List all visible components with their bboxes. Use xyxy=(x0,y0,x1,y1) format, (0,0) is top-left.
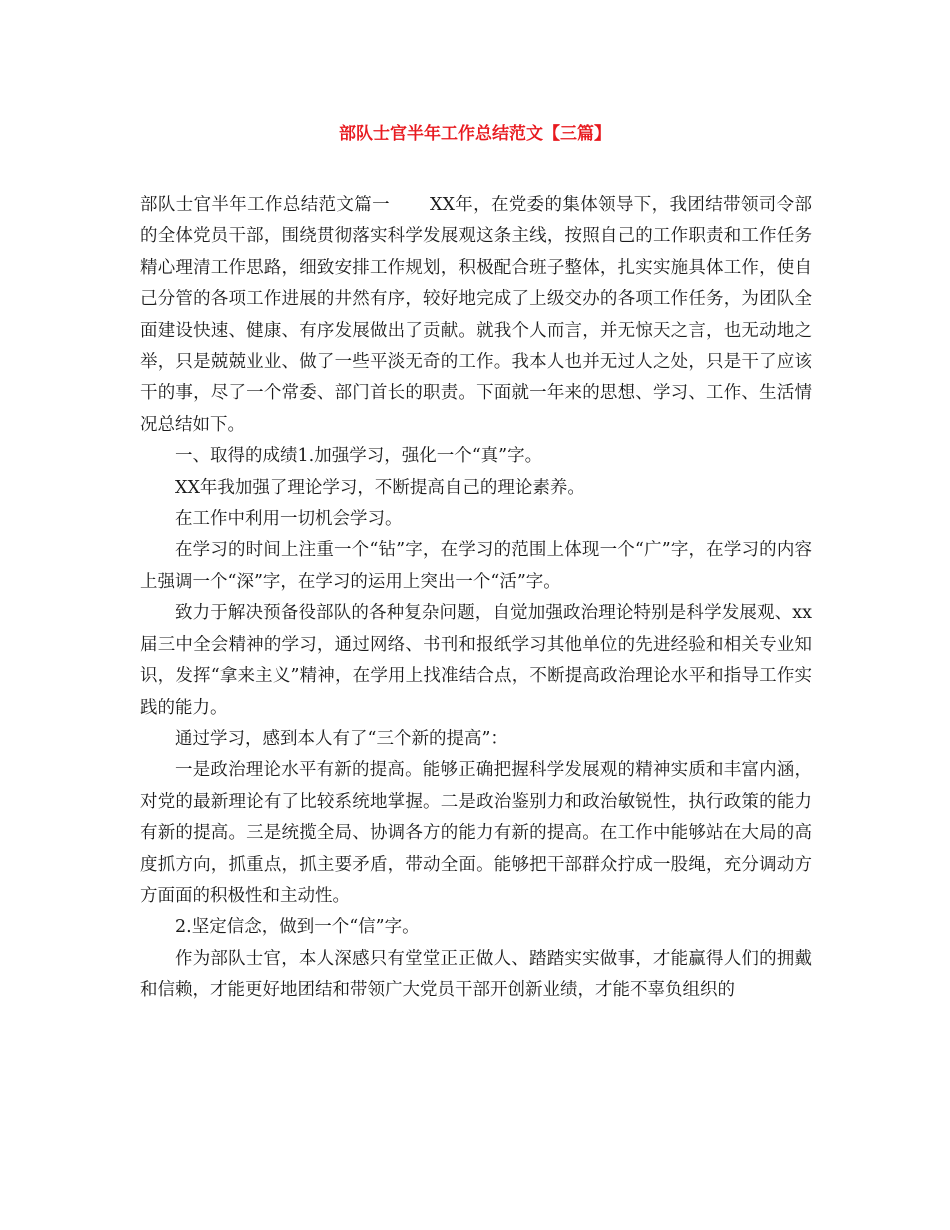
paragraph-3: 在工作中利用一切机会学习。 xyxy=(175,509,403,530)
paragraph-7: 一是政治理论水平有新的提高。能够正确把握科学发展观的精神实质和丰富内涵，对党的最新理论有了比较系统地掌握。二是政治鉴别力和政治敏锐性，执行政策的能力有新的提高。三是统揽全局、协调各方的能力有新的提高。在工作中能够站在大局的高度抓方向，抓重点，抓主要矛盾，带动全面。能够把干部群众拧成一股绳，充分调动方方面面的积极性和主动性。 xyxy=(140,760,812,906)
paragraph-1: 一、取得的成绩1.加强学习，强化一个“真”字。 xyxy=(175,446,543,467)
paragraph-5: 致力于解决预备役部队的各种复杂问题，自觉加强政治理论特别是科学发展观、xx届三中全会精神的学习，通过网络、书刊和报纸学习其他单位的先进经验和相关专业知识，发挥“拿来主义”精神，在学用上找准结合点，不断提高政治理论水平和指导工作实践的能力。 xyxy=(140,603,812,718)
paragraph-2: XX年我加强了理论学习，不断提高自己的理论素养。 xyxy=(175,477,585,498)
lead-heading: 部队士官半年工作总结范文篇一 xyxy=(140,195,390,215)
document-body xyxy=(140,190,812,1007)
paragraph-9: 作为部队士官，本人深感只有堂堂正正做人、踏踏实实做事，才能赢得人们的拥戴和信赖，才能更好地团结和带领广大党员干部开创新业绩，才能不辜负组织的 xyxy=(140,948,812,1001)
paragraph-4: 在学习的时间上注重一个“钻”字，在学习的范围上体现一个“广”字，在学习的内容上强调一个“深”字，在学习的运用上突出一个“活”字。 xyxy=(140,540,812,592)
paragraph-8: 2.坚定信念，做到一个“信”字。 xyxy=(175,917,420,938)
paragraph-6: 通过学习，感到本人有了“三个新的提高”： xyxy=(175,728,508,749)
document-title: 部队士官半年工作总结范文【三篇】 xyxy=(339,124,611,144)
lead-paragraph xyxy=(140,190,812,441)
lead-text: XX年，在党委的集体领导下，我团结带领司令部的全体党员干部，围绕贯彻落实科学发展观这条主线，按照自己的工作职责和工作任务精心理清工作思路，细致安排工作规划，积极配合班子整体，扎实实施具体工作，使自己分管的各项工作进展的井然有序，较好地完成了上级交办的各项工作任务，为团队全面建设快速、健康、有序发展做出了贡献。就我个人而言，并无惊天之言，也无动地之举，只是兢兢业业、做了一些平淡无奇的工作。我本人也并无过人之处，只是干了应该干的事，尽了一个常委、部门首长的职责。下面就一年来的思想、学习、工作、生活情况总结如下。 xyxy=(140,195,813,435)
